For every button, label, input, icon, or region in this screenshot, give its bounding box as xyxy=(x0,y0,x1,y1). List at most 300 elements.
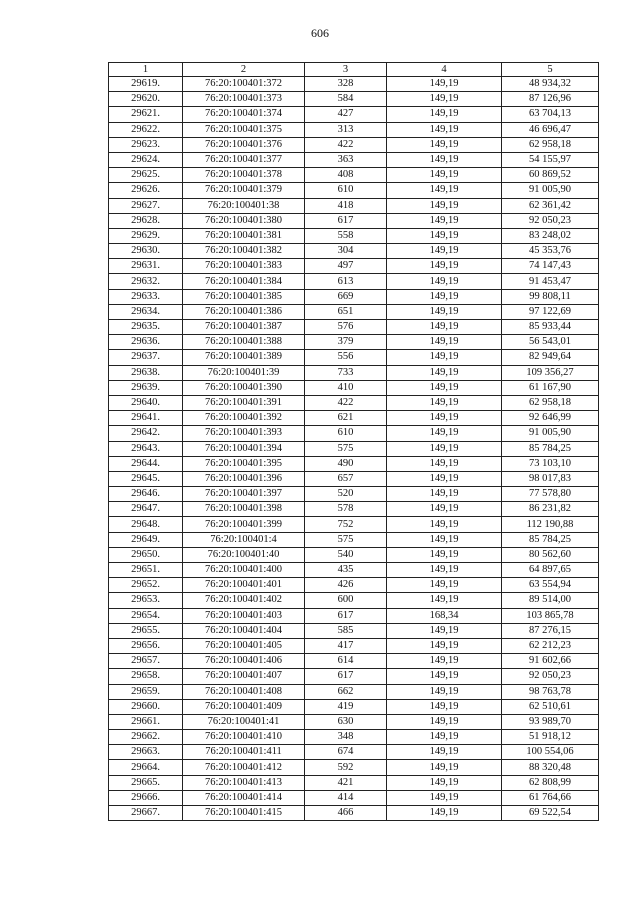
area-cell: 584 xyxy=(305,92,387,107)
cadastral-number-cell: 76:20:100401:387 xyxy=(183,320,305,335)
rate-cell: 149,19 xyxy=(387,623,502,638)
value-cell: 85 784,25 xyxy=(502,441,599,456)
value-cell: 87 126,96 xyxy=(502,92,599,107)
value-cell: 62 212,23 xyxy=(502,638,599,653)
cadastral-number-cell: 76:20:100401:411 xyxy=(183,745,305,760)
table-row xyxy=(109,92,599,107)
rate-cell: 149,19 xyxy=(387,320,502,335)
value-cell: 91 005,90 xyxy=(502,183,599,198)
value-cell: 46 696,47 xyxy=(502,122,599,137)
table-row xyxy=(109,183,599,198)
area-cell: 540 xyxy=(305,547,387,562)
table-row xyxy=(109,593,599,608)
cadastral-number-cell: 76:20:100401:409 xyxy=(183,699,305,714)
row-number-cell: 29665. xyxy=(109,775,183,790)
value-cell: 89 514,00 xyxy=(502,593,599,608)
area-cell: 490 xyxy=(305,456,387,471)
row-number-cell: 29661. xyxy=(109,714,183,729)
table-row xyxy=(109,699,599,714)
table-row xyxy=(109,380,599,395)
rate-cell: 149,19 xyxy=(387,335,502,350)
cadastral-number-cell: 76:20:100401:376 xyxy=(183,137,305,152)
row-number-cell: 29647. xyxy=(109,502,183,517)
table-row xyxy=(109,228,599,243)
value-cell: 85 784,25 xyxy=(502,532,599,547)
row-number-cell: 29629. xyxy=(109,228,183,243)
table-row xyxy=(109,760,599,775)
area-cell: 410 xyxy=(305,380,387,395)
rate-cell: 149,19 xyxy=(387,122,502,137)
value-cell: 99 808,11 xyxy=(502,289,599,304)
rate-cell: 149,19 xyxy=(387,638,502,653)
rate-cell: 149,19 xyxy=(387,714,502,729)
column-header-2: 2 xyxy=(183,63,305,77)
rate-cell: 149,19 xyxy=(387,411,502,426)
rate-cell: 149,19 xyxy=(387,77,502,92)
row-number-cell: 29631. xyxy=(109,259,183,274)
area-cell: 651 xyxy=(305,304,387,319)
rate-cell: 149,19 xyxy=(387,547,502,562)
rate-cell: 149,19 xyxy=(387,152,502,167)
row-number-cell: 29651. xyxy=(109,563,183,578)
column-header-4: 4 xyxy=(387,63,502,77)
rate-cell: 149,19 xyxy=(387,137,502,152)
value-cell: 62 510,61 xyxy=(502,699,599,714)
cadastral-number-cell: 76:20:100401:375 xyxy=(183,122,305,137)
value-cell: 61 167,90 xyxy=(502,380,599,395)
rate-cell: 149,19 xyxy=(387,107,502,122)
cadastral-number-cell: 76:20:100401:415 xyxy=(183,806,305,821)
table-row xyxy=(109,122,599,137)
row-number-cell: 29666. xyxy=(109,790,183,805)
table-row xyxy=(109,244,599,259)
rate-cell: 149,19 xyxy=(387,213,502,228)
table-row xyxy=(109,714,599,729)
rate-cell: 149,19 xyxy=(387,684,502,699)
table-row xyxy=(109,517,599,532)
area-cell: 422 xyxy=(305,395,387,410)
rate-cell: 149,19 xyxy=(387,730,502,745)
rate-cell: 149,19 xyxy=(387,274,502,289)
value-cell: 51 918,12 xyxy=(502,730,599,745)
cadastral-number-cell: 76:20:100401:390 xyxy=(183,380,305,395)
rate-cell: 149,19 xyxy=(387,517,502,532)
cadastral-number-cell: 76:20:100401:393 xyxy=(183,426,305,441)
area-cell: 617 xyxy=(305,669,387,684)
area-cell: 669 xyxy=(305,289,387,304)
row-number-cell: 29657. xyxy=(109,654,183,669)
table-row xyxy=(109,107,599,122)
column-header-5: 5 xyxy=(502,63,599,77)
area-cell: 363 xyxy=(305,152,387,167)
area-cell: 617 xyxy=(305,608,387,623)
row-number-cell: 29632. xyxy=(109,274,183,289)
rate-cell: 149,19 xyxy=(387,441,502,456)
rate-cell: 149,19 xyxy=(387,775,502,790)
area-cell: 575 xyxy=(305,532,387,547)
value-cell: 98 017,83 xyxy=(502,471,599,486)
cadastral-number-cell: 76:20:100401:385 xyxy=(183,289,305,304)
table-row xyxy=(109,213,599,228)
row-number-cell: 29654. xyxy=(109,608,183,623)
value-cell: 103 865,78 xyxy=(502,608,599,623)
cadastral-number-cell: 76:20:100401:379 xyxy=(183,183,305,198)
table-row xyxy=(109,335,599,350)
table-body xyxy=(109,77,599,821)
area-cell: 435 xyxy=(305,563,387,578)
cadastral-number-cell: 76:20:100401:384 xyxy=(183,274,305,289)
area-cell: 304 xyxy=(305,244,387,259)
value-cell: 74 147,43 xyxy=(502,259,599,274)
value-cell: 109 356,27 xyxy=(502,365,599,380)
row-number-cell: 29619. xyxy=(109,77,183,92)
area-cell: 379 xyxy=(305,335,387,350)
table-row xyxy=(109,426,599,441)
table-row xyxy=(109,684,599,699)
row-number-cell: 29646. xyxy=(109,487,183,502)
value-cell: 97 122,69 xyxy=(502,304,599,319)
cadastral-number-cell: 76:20:100401:403 xyxy=(183,608,305,623)
row-number-cell: 29621. xyxy=(109,107,183,122)
area-cell: 558 xyxy=(305,228,387,243)
cadastral-number-cell: 76:20:100401:405 xyxy=(183,638,305,653)
area-cell: 617 xyxy=(305,213,387,228)
row-number-cell: 29642. xyxy=(109,426,183,441)
rate-cell: 149,19 xyxy=(387,745,502,760)
rate-cell: 149,19 xyxy=(387,304,502,319)
area-cell: 585 xyxy=(305,623,387,638)
row-number-cell: 29652. xyxy=(109,578,183,593)
rate-cell: 149,19 xyxy=(387,563,502,578)
cadastral-number-cell: 76:20:100401:389 xyxy=(183,350,305,365)
rate-cell: 149,19 xyxy=(387,654,502,669)
row-number-cell: 29625. xyxy=(109,168,183,183)
table-row xyxy=(109,395,599,410)
cadastral-number-cell: 76:20:100401:40 xyxy=(183,547,305,562)
table-row xyxy=(109,289,599,304)
rate-cell: 149,19 xyxy=(387,699,502,714)
value-cell: 88 320,48 xyxy=(502,760,599,775)
rate-cell: 149,19 xyxy=(387,168,502,183)
table-row xyxy=(109,487,599,502)
rate-cell: 149,19 xyxy=(387,426,502,441)
cadastral-number-cell: 76:20:100401:407 xyxy=(183,669,305,684)
row-number-cell: 29659. xyxy=(109,684,183,699)
row-number-cell: 29620. xyxy=(109,92,183,107)
rate-cell: 149,19 xyxy=(387,578,502,593)
area-cell: 610 xyxy=(305,426,387,441)
cadastral-number-cell: 76:20:100401:377 xyxy=(183,152,305,167)
value-cell: 83 248,02 xyxy=(502,228,599,243)
rate-cell: 149,19 xyxy=(387,380,502,395)
row-number-cell: 29634. xyxy=(109,304,183,319)
row-number-cell: 29633. xyxy=(109,289,183,304)
value-cell: 69 522,54 xyxy=(502,806,599,821)
area-cell: 610 xyxy=(305,183,387,198)
area-cell: 752 xyxy=(305,517,387,532)
table-row xyxy=(109,441,599,456)
value-cell: 64 897,65 xyxy=(502,563,599,578)
row-number-cell: 29637. xyxy=(109,350,183,365)
value-cell: 60 869,52 xyxy=(502,168,599,183)
row-number-cell: 29636. xyxy=(109,335,183,350)
value-cell: 62 808,99 xyxy=(502,775,599,790)
rate-cell: 149,19 xyxy=(387,395,502,410)
cadastral-number-cell: 76:20:100401:41 xyxy=(183,714,305,729)
table-row xyxy=(109,411,599,426)
value-cell: 91 453,47 xyxy=(502,274,599,289)
table-row xyxy=(109,806,599,821)
value-cell: 92 050,23 xyxy=(502,213,599,228)
area-cell: 600 xyxy=(305,593,387,608)
cadastral-number-cell: 76:20:100401:412 xyxy=(183,760,305,775)
cadastral-number-cell: 76:20:100401:4 xyxy=(183,532,305,547)
row-number-cell: 29655. xyxy=(109,623,183,638)
rate-cell: 149,19 xyxy=(387,593,502,608)
value-cell: 63 704,13 xyxy=(502,107,599,122)
row-number-cell: 29623. xyxy=(109,137,183,152)
value-cell: 92 646,99 xyxy=(502,411,599,426)
table-row xyxy=(109,730,599,745)
cadastral-number-cell: 76:20:100401:396 xyxy=(183,471,305,486)
value-cell: 62 958,18 xyxy=(502,137,599,152)
table-row xyxy=(109,608,599,623)
area-cell: 313 xyxy=(305,122,387,137)
value-cell: 45 353,76 xyxy=(502,244,599,259)
rate-cell: 168,34 xyxy=(387,608,502,623)
rate-cell: 149,19 xyxy=(387,669,502,684)
row-number-cell: 29630. xyxy=(109,244,183,259)
area-cell: 578 xyxy=(305,502,387,517)
area-cell: 328 xyxy=(305,77,387,92)
table-row xyxy=(109,654,599,669)
table-row xyxy=(109,669,599,684)
value-cell: 86 231,82 xyxy=(502,502,599,517)
table-header-row xyxy=(109,63,599,77)
cadastral-number-cell: 76:20:100401:394 xyxy=(183,441,305,456)
value-cell: 63 554,94 xyxy=(502,578,599,593)
value-cell: 87 276,15 xyxy=(502,623,599,638)
row-number-cell: 29649. xyxy=(109,532,183,547)
table-row xyxy=(109,578,599,593)
area-cell: 348 xyxy=(305,730,387,745)
table-row xyxy=(109,456,599,471)
rate-cell: 149,19 xyxy=(387,259,502,274)
row-number-cell: 29662. xyxy=(109,730,183,745)
rate-cell: 149,19 xyxy=(387,289,502,304)
area-cell: 497 xyxy=(305,259,387,274)
value-cell: 61 764,66 xyxy=(502,790,599,805)
rate-cell: 149,19 xyxy=(387,502,502,517)
area-cell: 520 xyxy=(305,487,387,502)
table-row xyxy=(109,259,599,274)
rate-cell: 149,19 xyxy=(387,228,502,243)
value-cell: 77 578,80 xyxy=(502,487,599,502)
row-number-cell: 29650. xyxy=(109,547,183,562)
data-table xyxy=(108,62,599,821)
cadastral-number-cell: 76:20:100401:380 xyxy=(183,213,305,228)
row-number-cell: 29660. xyxy=(109,699,183,714)
area-cell: 419 xyxy=(305,699,387,714)
page-number: 606 xyxy=(311,26,329,40)
row-number-cell: 29645. xyxy=(109,471,183,486)
cadastral-number-cell: 76:20:100401:392 xyxy=(183,411,305,426)
rate-cell: 149,19 xyxy=(387,806,502,821)
cadastral-number-cell: 76:20:100401:410 xyxy=(183,730,305,745)
row-number-cell: 29640. xyxy=(109,395,183,410)
table-row xyxy=(109,623,599,638)
rate-cell: 149,19 xyxy=(387,92,502,107)
value-cell: 91 602,66 xyxy=(502,654,599,669)
value-cell: 100 554,06 xyxy=(502,745,599,760)
value-cell: 112 190,88 xyxy=(502,517,599,532)
row-number-cell: 29624. xyxy=(109,152,183,167)
cadastral-number-cell: 76:20:100401:414 xyxy=(183,790,305,805)
cadastral-number-cell: 76:20:100401:386 xyxy=(183,304,305,319)
area-cell: 466 xyxy=(305,806,387,821)
table-row xyxy=(109,502,599,517)
table-row xyxy=(109,365,599,380)
table-row xyxy=(109,532,599,547)
cadastral-number-cell: 76:20:100401:382 xyxy=(183,244,305,259)
value-cell: 62 958,18 xyxy=(502,395,599,410)
rate-cell: 149,19 xyxy=(387,760,502,775)
cadastral-number-cell: 76:20:100401:399 xyxy=(183,517,305,532)
table-row xyxy=(109,471,599,486)
cadastral-number-cell: 76:20:100401:402 xyxy=(183,593,305,608)
area-cell: 674 xyxy=(305,745,387,760)
row-number-cell: 29658. xyxy=(109,669,183,684)
cadastral-number-cell: 76:20:100401:374 xyxy=(183,107,305,122)
cadastral-number-cell: 76:20:100401:404 xyxy=(183,623,305,638)
table-row xyxy=(109,547,599,562)
cadastral-number-cell: 76:20:100401:383 xyxy=(183,259,305,274)
column-header-3: 3 xyxy=(305,63,387,77)
rate-cell: 149,19 xyxy=(387,183,502,198)
area-cell: 427 xyxy=(305,107,387,122)
cadastral-number-cell: 76:20:100401:400 xyxy=(183,563,305,578)
area-cell: 662 xyxy=(305,684,387,699)
area-cell: 426 xyxy=(305,578,387,593)
row-number-cell: 29664. xyxy=(109,760,183,775)
row-number-cell: 29641. xyxy=(109,411,183,426)
column-header-1: 1 xyxy=(109,63,183,77)
value-cell: 82 949,64 xyxy=(502,350,599,365)
table-row xyxy=(109,350,599,365)
table-row xyxy=(109,790,599,805)
rate-cell: 149,19 xyxy=(387,471,502,486)
row-number-cell: 29622. xyxy=(109,122,183,137)
area-cell: 421 xyxy=(305,775,387,790)
table-row xyxy=(109,320,599,335)
table-row xyxy=(109,77,599,92)
area-cell: 630 xyxy=(305,714,387,729)
row-number-cell: 29628. xyxy=(109,213,183,228)
value-cell: 92 050,23 xyxy=(502,669,599,684)
cadastral-number-cell: 76:20:100401:408 xyxy=(183,684,305,699)
area-cell: 613 xyxy=(305,274,387,289)
rate-cell: 149,19 xyxy=(387,244,502,259)
area-cell: 614 xyxy=(305,654,387,669)
area-cell: 408 xyxy=(305,168,387,183)
row-number-cell: 29653. xyxy=(109,593,183,608)
rate-cell: 149,19 xyxy=(387,350,502,365)
table-row xyxy=(109,638,599,653)
cadastral-number-cell: 76:20:100401:38 xyxy=(183,198,305,213)
cadastral-number-cell: 76:20:100401:388 xyxy=(183,335,305,350)
area-cell: 575 xyxy=(305,441,387,456)
table-row xyxy=(109,274,599,289)
rate-cell: 149,19 xyxy=(387,198,502,213)
row-number-cell: 29648. xyxy=(109,517,183,532)
table-row xyxy=(109,152,599,167)
area-cell: 657 xyxy=(305,471,387,486)
cadastral-number-cell: 76:20:100401:381 xyxy=(183,228,305,243)
value-cell: 93 989,70 xyxy=(502,714,599,729)
area-cell: 621 xyxy=(305,411,387,426)
area-cell: 576 xyxy=(305,320,387,335)
value-cell: 54 155,97 xyxy=(502,152,599,167)
rate-cell: 149,19 xyxy=(387,365,502,380)
table-row xyxy=(109,304,599,319)
area-cell: 417 xyxy=(305,638,387,653)
cadastral-number-cell: 76:20:100401:413 xyxy=(183,775,305,790)
value-cell: 98 763,78 xyxy=(502,684,599,699)
value-cell: 62 361,42 xyxy=(502,198,599,213)
area-cell: 592 xyxy=(305,760,387,775)
value-cell: 91 005,90 xyxy=(502,426,599,441)
value-cell: 85 933,44 xyxy=(502,320,599,335)
cadastral-number-cell: 76:20:100401:401 xyxy=(183,578,305,593)
value-cell: 73 103,10 xyxy=(502,456,599,471)
row-number-cell: 29626. xyxy=(109,183,183,198)
row-number-cell: 29639. xyxy=(109,380,183,395)
row-number-cell: 29644. xyxy=(109,456,183,471)
table-row xyxy=(109,775,599,790)
table-row xyxy=(109,198,599,213)
cadastral-number-cell: 76:20:100401:372 xyxy=(183,77,305,92)
cadastral-number-cell: 76:20:100401:373 xyxy=(183,92,305,107)
table-row xyxy=(109,745,599,760)
rate-cell: 149,19 xyxy=(387,456,502,471)
cadastral-number-cell: 76:20:100401:395 xyxy=(183,456,305,471)
rate-cell: 149,19 xyxy=(387,532,502,547)
area-cell: 414 xyxy=(305,790,387,805)
rate-cell: 149,19 xyxy=(387,487,502,502)
cadastral-number-cell: 76:20:100401:391 xyxy=(183,395,305,410)
row-number-cell: 29656. xyxy=(109,638,183,653)
row-number-cell: 29667. xyxy=(109,806,183,821)
table-row xyxy=(109,168,599,183)
rate-cell: 149,19 xyxy=(387,790,502,805)
table-row xyxy=(109,137,599,152)
row-number-cell: 29627. xyxy=(109,198,183,213)
cadastral-number-cell: 76:20:100401:378 xyxy=(183,168,305,183)
value-cell: 48 934,32 xyxy=(502,77,599,92)
value-cell: 56 543,01 xyxy=(502,335,599,350)
cadastral-number-cell: 76:20:100401:406 xyxy=(183,654,305,669)
cadastral-number-cell: 76:20:100401:397 xyxy=(183,487,305,502)
row-number-cell: 29643. xyxy=(109,441,183,456)
cadastral-number-cell: 76:20:100401:39 xyxy=(183,365,305,380)
row-number-cell: 29638. xyxy=(109,365,183,380)
area-cell: 556 xyxy=(305,350,387,365)
area-cell: 422 xyxy=(305,137,387,152)
value-cell: 80 562,60 xyxy=(502,547,599,562)
table-row xyxy=(109,563,599,578)
row-number-cell: 29663. xyxy=(109,745,183,760)
row-number-cell: 29635. xyxy=(109,320,183,335)
